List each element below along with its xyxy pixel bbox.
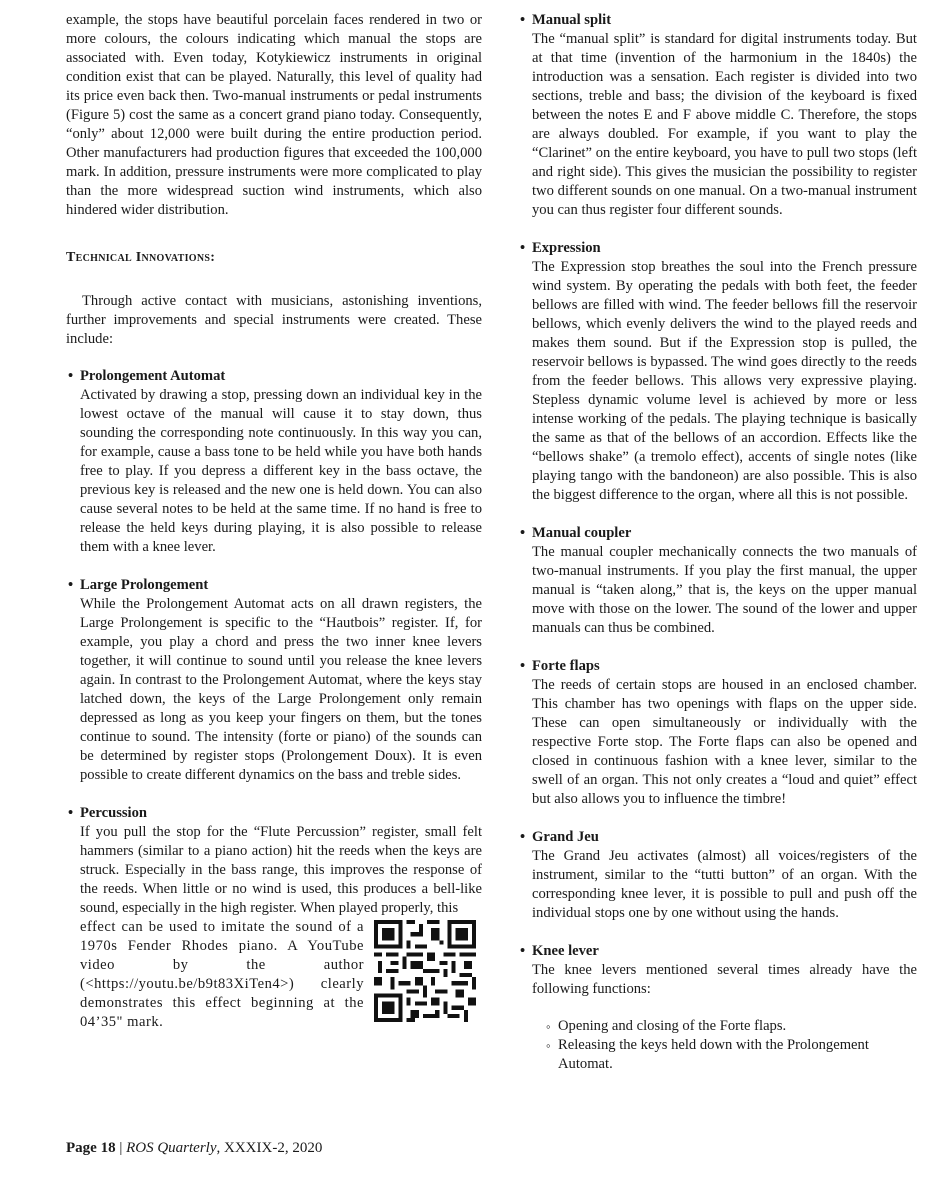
item-manual-coupler: [518, 524, 917, 638]
item-body: The reeds of certain stops are housed in an enclosed chamber. This chamber has two openings with flaps on the upper side. These can open simultaneously or individually with the respective Forte stop. The Forte flaps can also be opened and closed in continuous fashion with a knee lever, similar to the swell of an organ. This not only creates a “loud and quiet” effect but also allows you to influence the timbre!: [532, 677, 917, 807]
item-knee-lever: [518, 942, 917, 1074]
knee-lever-list: [518, 1017, 917, 1074]
item-body: While the Prolongement Automat acts on all drawn registers, the Large Prolongement is specific to the “Hautbois” register. If, for example, you play a chord and press the two inner knee levers together, it will continue to sound until you release the knee levers again. In contrast to the Prolongement Automat, where the keys stay latched down, the keys of the Large Prolongement only remain depressed as long as you keep your fingers on them, but the tones continue to sound. The intensity (forte or piano) of the sounds can be determined by register stops (Prolongement Doux). It is even possible to create different dynamics on the bass and treble sides.: [80, 596, 482, 783]
item-grand-jeu: [518, 828, 917, 923]
item-body: The “manual split” is standard for digital instruments today. But at that time (invention of the harmonium in the 1840s) the introduction was a sensation. Each register is divided into two sections, treble and bass; the division of the keyboard is fixed between the notes E and F above middle C. Therefore, the stops are always doubled. For example, if you want to play the “Clarinet” on the entire keyboard, you have to pull two stops (left and right side). This gives the musician the possibility to register two different sounds on one manual. On a two-manual instrument you can thus register four different sounds.: [532, 31, 917, 218]
item-expression: [518, 239, 917, 505]
percussion-qr-wrap: [80, 918, 482, 1032]
item-title: • Prolongement Automat: [80, 367, 482, 386]
item-title: • Forte flaps: [532, 657, 917, 676]
qr-code-icon: [374, 920, 476, 1022]
item-prolongement-automat: [66, 367, 482, 557]
item-body: If you pull the stop for the “Flute Percussion” register, small felt hammers (similar to a piano action) hit the reeds when the keys are struck. Especially in the bass range, this improves the response of the reeds. When little or no wind is used, this produces a bell-like sound, especially in the high register. When played properly, this: [80, 824, 482, 916]
intro-paragraph: example, the stops have beautiful porcelain faces rendered in two or more colours, the colours indicating which manual the stops are associated with. Even today, Kotykiewicz instruments in original condition exist that can be played. Naturally, this level of quality had its price even back then. Two-manual instruments or pedal instruments (Figure 5) cost the same as a concert grand piano today. Consequently, “only” about 12,000 were built during the entire production period. Other manufacturers had production figures that exceeded the 100,000 mark. In addition, pressure instruments were more complicated to play than the more widespread suction wind instruments, which also hindered wider distribution.: [66, 12, 482, 218]
item-body: The knee levers mentioned several times already have the following functions:: [532, 962, 917, 997]
section-heading: Technical Innovations:: [66, 250, 216, 265]
item-forte-flaps: [518, 657, 917, 809]
list-item: ◦ Opening and closing of the Forte flaps.: [546, 1017, 917, 1036]
item-title: • Manual split: [532, 11, 917, 30]
issue-label: , XXXIX-2, 2020: [216, 1140, 323, 1156]
item-title: • Percussion: [80, 804, 482, 823]
item-body: Activated by drawing a stop, pressing down an individual key in the lowest octave of the manual will cause it to stay down, thus sounding the corresponding note continuously. In this way you can, for example, cause a bass tone to be held while you have both hands free to play. If you depress a different key in the bass octave, the previous key is released and the new one is held down. You can also cause several notes to be held at the same time. If no hand is free to release the held keys during playing, it is also possible to release them with a knee lever.: [80, 387, 482, 555]
left-column: [66, 11, 482, 1032]
item-large-prolongement: [66, 576, 482, 785]
item-body-continued: effect can be used to imitate the sound of a 1970s Fender Rhodes piano. A YouTube video by the author (<https://youtu.be/b9t83XiTen4>) clearly demonstrates this effect beginning at the 04’35" mark.: [80, 919, 364, 1030]
publication-title: ROS Quarterly: [126, 1140, 217, 1156]
right-column: [518, 11, 917, 1074]
page-number: Page 18: [66, 1140, 116, 1156]
lead-paragraph: Through active contact with musicians, astonishing inventions, further improvements and special instruments were created. These include:: [66, 293, 482, 347]
list-item: ◦ Releasing the keys held down with the Prolongement Automat.: [546, 1036, 917, 1074]
footer-separator: |: [119, 1140, 123, 1156]
item-body: The Expression stop breathes the soul into the French pressure wind system. By operating the pedals with both feet, the feeder bellows are filled with wind. The feeder bellows fill the reservoir bellows, which evenly delivers the wind to the played reeds and makes them sound. But if the Expression stop is pulled, the reservoir bellows is bypassed. The wind goes directly to the reeds from the feeder bellows. This allows very expressive playing. Stepless dynamic volume level is achieved by more or less intense working of the pedals. The playing technique is basically the same as that of the bellows of an accordion. Effects like the “bellows shake” (a tremolo effect), accents of single notes (like playing tango with the bandoneon) are also possible. This is also the biggest difference to the organ, where all this is not possible.: [532, 259, 917, 503]
item-title: • Manual coupler: [532, 524, 917, 543]
page-footer: [66, 1138, 322, 1158]
item-body: The Grand Jeu activates (almost) all voices/registers of the instrument, similar to the “tutti button” of an organ. With the corresponding knee lever, it is possible to pull and push off the individual stops one by one without using the hands.: [532, 848, 917, 921]
item-title: • Grand Jeu: [532, 828, 917, 847]
item-title: • Expression: [532, 239, 917, 258]
item-percussion: [66, 804, 482, 1032]
item-body: The manual coupler mechanically connects the two manuals of two-manual instruments. If you play the first manual, the upper manual is “taken along,” that is, the keys on the upper manual move with those on the lower. The sound of the lower and upper manuals can thus be combined.: [532, 544, 917, 636]
item-title: • Large Prolongement: [80, 576, 482, 595]
item-title: • Knee lever: [532, 942, 917, 961]
item-manual-split: [518, 11, 917, 220]
